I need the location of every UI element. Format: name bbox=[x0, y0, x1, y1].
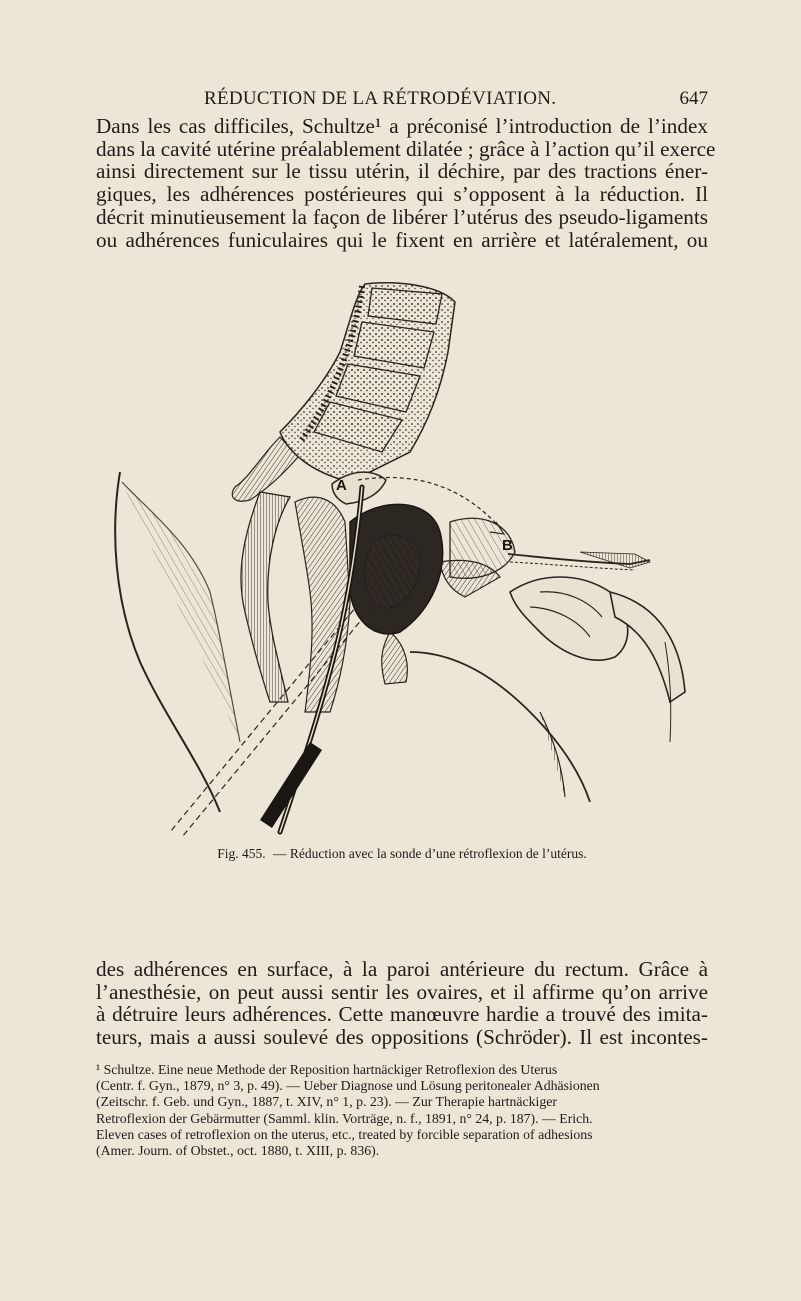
figure-caption-text: — Réduction avec la sonde d’une rétroflexion de l’utérus. bbox=[272, 846, 587, 861]
running-head bbox=[96, 88, 708, 112]
figure-label-b: B bbox=[502, 537, 513, 554]
text-line: teurs, mais a aussi soulevé des oppositions (Schröder). Il est incontes- bbox=[96, 1025, 708, 1050]
page-number: 647 bbox=[679, 88, 708, 109]
text-line: giques, les adhérences postérieures qui s’opposent à la réduction. Il bbox=[96, 182, 708, 207]
figure-label-a: A bbox=[336, 477, 347, 494]
text-line: l’anesthésie, on peut aussi sentir les ovaires, et il affirme qu’on arrive bbox=[96, 979, 708, 1004]
text-line: ou adhérences funiculaires qui le fixent en arrière et latéralement, ou bbox=[96, 227, 708, 252]
footnote-line: Retroflexion der Gebärmutter (Samml. klin. Vorträge, n. f., 1891, n° 24, p. 187). — Erich. bbox=[96, 1110, 593, 1126]
anatomical-illustration bbox=[110, 272, 690, 840]
text-line: ainsi directement sur le tissu utérin, il déchire, par des tractions éner- bbox=[96, 159, 708, 184]
footnote-line: (Centr. f. Gyn., 1879, n° 3, p. 49). — Ueber Diagnose und Lösung peritonealer Adhäsionen bbox=[96, 1078, 600, 1094]
text-line: des adhérences en surface, à la paroi antérieure du rectum. Grâce à bbox=[96, 957, 708, 981]
text-line: à détruire leurs adhérences. Cette manœuvre hardie a trouvé des imita- bbox=[96, 1002, 708, 1027]
top-paragraph bbox=[96, 114, 716, 252]
running-title: RÉDUCTION DE LA RÉTRODÉVIATION. bbox=[204, 88, 557, 109]
bottom-paragraph bbox=[96, 958, 708, 1049]
footnote-line: Eleven cases of retroflexion on the uterus, etc., treated by forcible separation of adhesions bbox=[96, 1126, 593, 1142]
figure-caption bbox=[96, 846, 708, 862]
footnote bbox=[96, 1062, 708, 1159]
text-line: Dans les cas difficiles, Schultze¹ a préconisé l’introduction de l’index bbox=[96, 114, 708, 138]
footnote-line: (Amer. Journ. of Obstet., oct. 1880, t. XIII, p. 836). bbox=[96, 1143, 380, 1159]
text-line: décrit minutieusement la façon de libérer l’utérus des pseudo-ligaments bbox=[96, 204, 708, 229]
figure-number: Fig. 455. bbox=[217, 846, 266, 861]
text-line: dans la cavité utérine préalablement dilatée ; grâce à l’action qu’il exerce bbox=[96, 136, 716, 161]
pelvis-section-drawing bbox=[110, 272, 690, 840]
footnote-line: (Zeitschr. f. Geb. und Gyn., 1887, t. XIV, n° 1, p. 23). — Zur Therapie hartnäckiger bbox=[96, 1094, 557, 1110]
footnote-line: ¹ Schultze. Eine neue Methode der Reposition hartnäckiger Retroflexion des Uterus bbox=[96, 1062, 558, 1077]
